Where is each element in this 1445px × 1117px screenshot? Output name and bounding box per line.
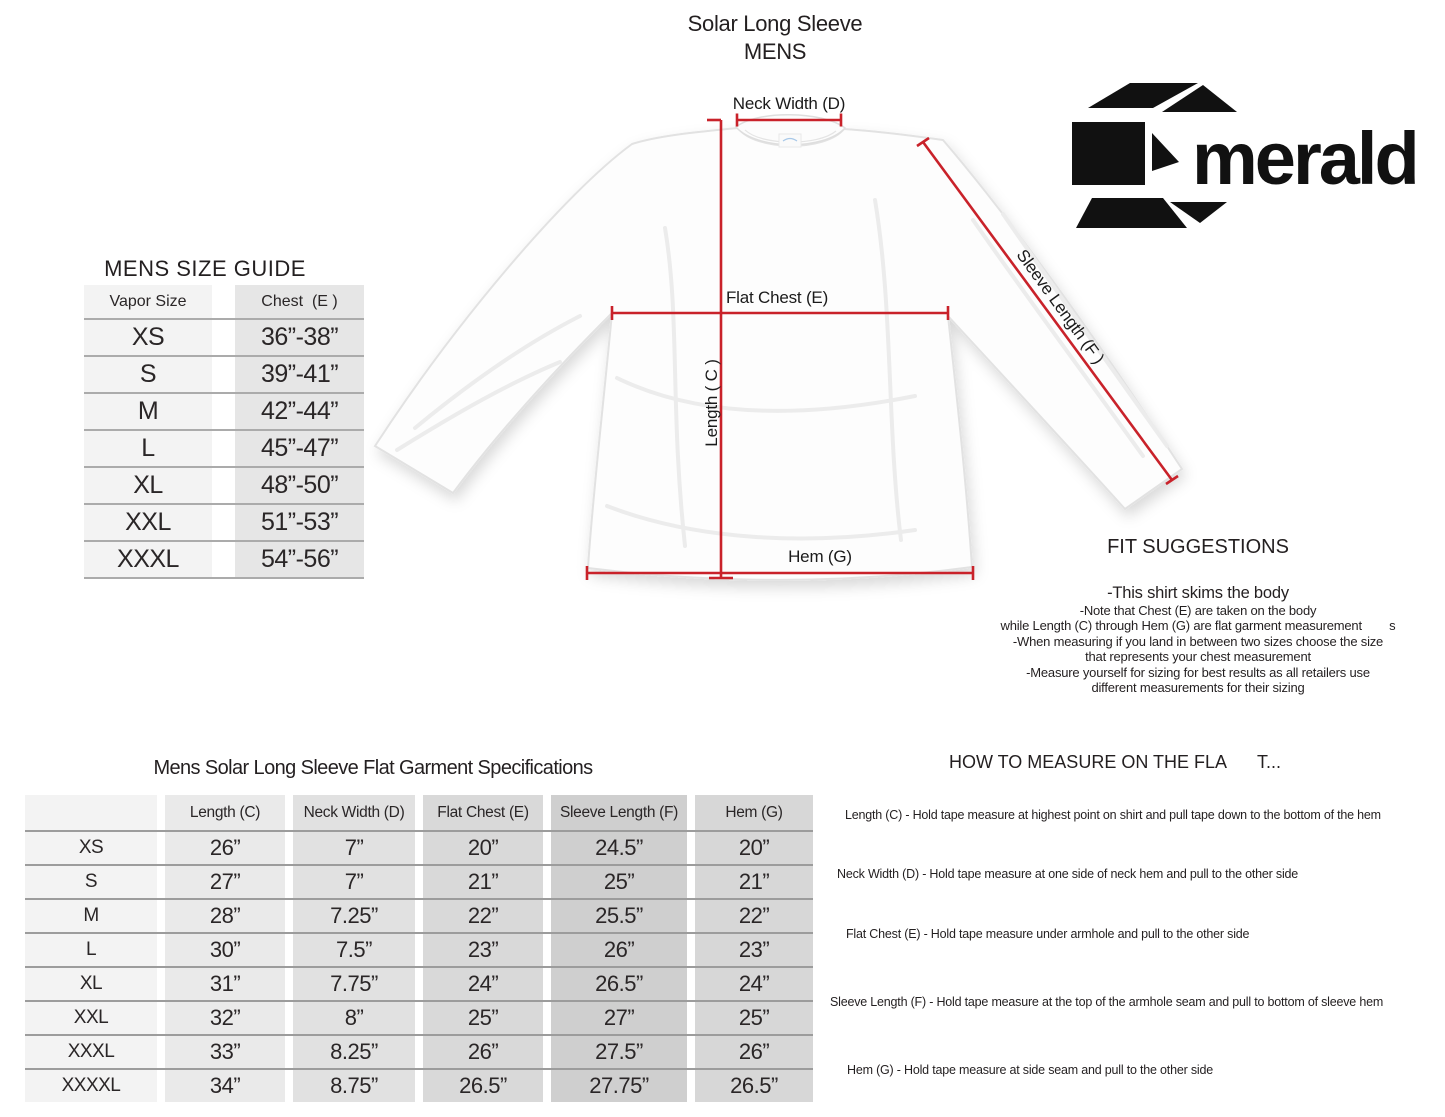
value-cell: 30” [165,934,285,966]
table-row [25,864,813,898]
value-cell: 26” [551,934,687,966]
value-cell: 21” [695,866,813,898]
table-row [25,932,813,966]
table-row [84,503,364,540]
chest-cell: 51”-53” [235,505,364,540]
value-cell: 24.5” [551,832,687,864]
table-row [84,540,364,577]
value-cell: 8” [293,1002,415,1034]
fit-line: -Note that Chest (E) are taken on the body [1079,603,1317,618]
size-cell: XS [25,832,157,864]
table-row [25,966,813,1000]
value-cell: 27.75” [551,1070,687,1102]
table-row [25,898,813,932]
value-cell: 28” [165,900,285,932]
value-cell: 8.25” [293,1036,415,1068]
table-row [84,318,364,355]
table-row [25,1034,813,1068]
table-row [84,392,364,429]
size-cell: S [84,357,212,392]
fit-line: that represents your chest measurement [1085,649,1311,665]
chest-cell: 36”-38” [235,320,364,355]
value-cell: 22” [423,900,543,932]
value-cell: 32” [165,1002,285,1034]
column-header: Length (C) [165,795,285,830]
value-cell: 25” [551,866,687,898]
table-row [25,1000,813,1034]
column-header [25,795,157,830]
value-cell: 7.75” [293,968,415,1000]
spec-table [25,795,813,1102]
table-row [25,1068,813,1102]
product-title: Solar Long Sleeve [687,11,863,36]
table-header-row [84,285,364,318]
flat-chest-label: Flat Chest (E) [725,288,829,307]
value-cell: 23” [695,934,813,966]
fit-line: -Measure yourself for sizing for best results as all retailers use [1026,664,1370,680]
value-cell: 22” [695,900,813,932]
chest-cell: 45”-47” [235,431,364,466]
value-cell: 20” [423,832,543,864]
size-cell: XXL [84,505,212,540]
value-cell: 24” [423,968,543,1000]
value-cell: 25.5” [551,900,687,932]
size-cell: XL [84,468,212,503]
value-cell: 26.5” [423,1070,543,1102]
measure-instruction: Sleeve Length (F) - Hold tape measure at the top of the armhole seam and pull to bottom of sleeve hem [830,995,1384,1009]
value-cell: 27.5” [551,1036,687,1068]
fit-line: while Length (C) through Hem (G) are flat garment measurement s [1000,618,1396,634]
value-cell: 8.75” [293,1070,415,1102]
value-cell: 26” [695,1036,813,1068]
length-label: Length ( C ) [702,359,721,447]
table-row [84,355,364,392]
size-cell: XXL [25,1002,157,1034]
fit-line: -This shirt skims the body [1107,584,1289,602]
chest-cell: 48”-50” [235,468,364,503]
size-cell: XS [84,320,212,355]
chest-cell: 39”-41” [235,357,364,392]
table-row [25,830,813,864]
collar-tag [779,134,801,147]
size-cell: XXXXL [25,1070,157,1102]
value-cell: 25” [423,1002,543,1034]
column-header: Neck Width (D) [293,795,415,830]
column-header: Chest (E ) [235,285,364,318]
fit-line: -When measuring if you land in between two sizes choose the size [1012,633,1384,649]
size-cell: XXXL [25,1036,157,1068]
sleeve-length-label: Sleeve Length (F ) [1012,245,1109,368]
size-cell: XL [25,968,157,1000]
value-cell: 7” [293,866,415,898]
value-cell: 34” [165,1070,285,1102]
size-cell: M [84,394,212,429]
size-cell: L [84,431,212,466]
value-cell: 24” [695,968,813,1000]
page-title [575,10,975,66]
value-cell: 25” [695,1002,813,1034]
size-cell: L [25,934,157,966]
column-header: Hem (G) [695,795,813,830]
spec-table-title: Mens Solar Long Sleeve Flat Garment Specifications [153,757,593,779]
value-cell: 26” [165,832,285,864]
fit-line: different measurements for their sizing [1091,680,1305,696]
measure-instruction: Neck Width (D) - Hold tape measure at one side of neck hem and pull to the other side [837,867,1299,881]
neck-width-label: Neck Width (D) [732,94,846,113]
value-cell: 7.5” [293,934,415,966]
column-header: Vapor Size [84,285,212,318]
value-cell: 20” [695,832,813,864]
table-header-row [25,795,813,830]
size-guide-table [84,285,364,579]
value-cell: 26.5” [551,968,687,1000]
hem-label: Hem (G) [788,547,852,566]
value-cell: 27” [165,866,285,898]
chest-cell: 42”-44” [235,394,364,429]
table-row [84,429,364,466]
value-cell: 7.25” [293,900,415,932]
fit-suggestions-title: FIT SUGGESTIONS [1107,536,1289,558]
size-cell: S [25,866,157,898]
value-cell: 26” [423,1036,543,1068]
table-bottom-rule [84,577,364,579]
size-cell: XXXL [84,542,212,577]
shirt-body [375,128,1182,580]
value-cell: 27” [551,1002,687,1034]
value-cell: 26.5” [695,1070,813,1102]
column-gap [212,285,235,318]
column-header: Flat Chest (E) [423,795,543,830]
value-cell: 7” [293,832,415,864]
brand-wordmark: merald [1192,117,1417,200]
measure-instruction: Length (C) - Hold tape measure at highest point on shirt and pull tape down to the bottom of the hem [845,808,1381,822]
how-to-measure-title: HOW TO MEASURE ON THE FLA T... [948,752,1282,772]
value-cell: 33” [165,1036,285,1068]
value-cell: 23” [423,934,543,966]
chest-cell: 54”-56” [235,542,364,577]
fit-suggestions-text [978,583,1418,695]
value-cell: 31” [165,968,285,1000]
measure-instruction: Hem (G) - Hold tape measure at side seam and pull to the other side [847,1063,1213,1077]
gender-subtitle: MENS [743,39,807,64]
table-row [84,466,364,503]
column-header: Sleeve Length (F) [551,795,687,830]
value-cell: 21” [423,866,543,898]
measure-instruction: Flat Chest (E) - Hold tape measure under armhole and pull to the other side [846,927,1250,941]
size-guide-title: MENS SIZE GUIDE [104,256,306,281]
size-cell: M [25,900,157,932]
